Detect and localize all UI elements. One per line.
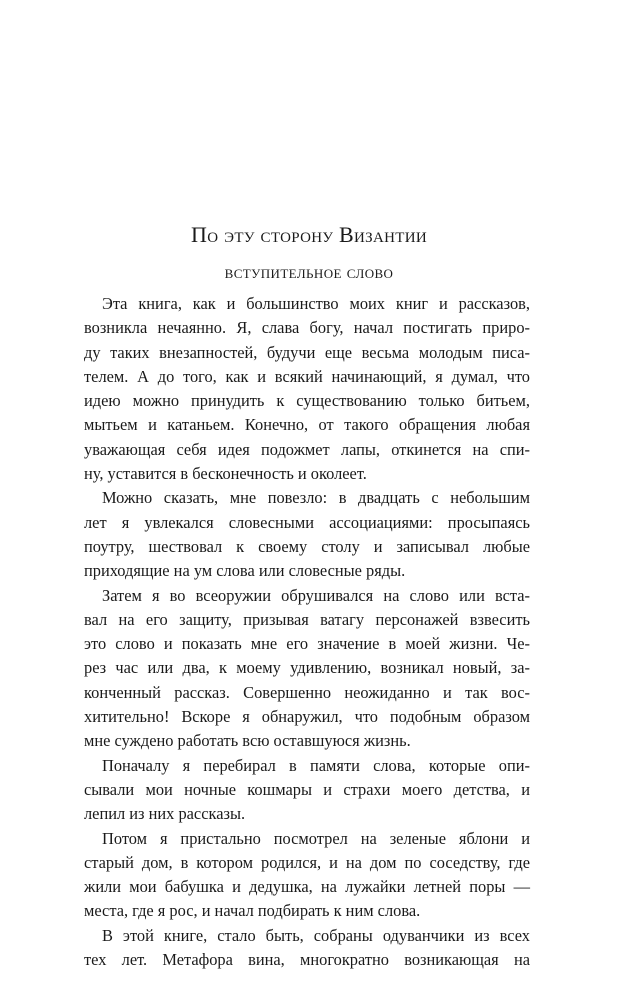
text-line: хитительно! Вскоре я обнаружил, что подобным образом bbox=[84, 707, 530, 727]
text-line: мытьем и катаньем. Конечно, от такого обращения любая bbox=[84, 415, 530, 435]
text-line: старый дом, в котором родился, и на дом по соседству, где bbox=[84, 852, 530, 872]
chapter-title: По эту сторону Византии bbox=[191, 222, 427, 247]
text-line: лепил из них рассказы. bbox=[84, 804, 246, 824]
text-line: уважающая себя идея подожмет лапы, откинется на спи- bbox=[84, 439, 530, 459]
text-line: идею можно принудить к существованию только битьем, bbox=[84, 391, 530, 411]
text-line: места, где я рос, и начал подбирать к ним слова. bbox=[84, 901, 421, 921]
text-line: В этой книге, стало быть, собраны одуванчики из всех bbox=[102, 925, 530, 945]
text-line: Потом я пристально посмотрел на зеленые яблони и bbox=[102, 828, 530, 848]
text-line: Затем я во всеоружии обрушивался на слово или вста- bbox=[102, 585, 530, 605]
text-line: Можно сказать, мне повезло: в двадцать с небольшим bbox=[102, 488, 530, 508]
paragraph bbox=[84, 486, 530, 583]
body-text bbox=[84, 292, 530, 972]
paragraph bbox=[84, 827, 530, 924]
text-line: Поначалу я перебирал в памяти слова, которые опи- bbox=[102, 755, 530, 775]
text-line: мне суждено работать всю оставшуюся жизнь. bbox=[84, 731, 411, 751]
paragraph bbox=[84, 584, 530, 754]
text-line: жили мои бабушка и дедушка, на лужайки летней поры — bbox=[84, 877, 530, 897]
text-line: рез час или два, к моему удивлению, возникал новый, за- bbox=[84, 658, 530, 678]
paragraph bbox=[84, 924, 530, 973]
paragraph bbox=[84, 292, 530, 486]
text-line: конченный рассказ. Совершенно неожиданно и так вос- bbox=[84, 682, 530, 702]
text-line: ну, уставится в бесконечность и околеет. bbox=[84, 464, 367, 484]
text-line: поутру, шествовал к своему столу и записывал любые bbox=[84, 536, 530, 556]
chapter-subtitle: вступительное слово bbox=[224, 262, 394, 282]
text-line: Эта книга, как и большинство моих книг и рассказов, bbox=[102, 294, 530, 313]
paragraph bbox=[84, 754, 530, 827]
text-line: вал на его защиту, призывая ватагу персонажей взвесить bbox=[84, 609, 530, 629]
text-line: лет я увлекался словесными ассоциациями: просыпаясь bbox=[84, 512, 530, 532]
text-line: ду таких внезапностей, будучи еще весьма молодым писа- bbox=[84, 342, 530, 362]
text-line: тех лет. Метафора вина, многократно возникающая на bbox=[84, 950, 530, 970]
text-line: возникла нечаянно. Я, слава богу, начал постигать приро- bbox=[84, 318, 530, 338]
text-line: приходящие на ум слова или словесные ряды. bbox=[84, 561, 406, 581]
text-line: сывали мои ночные кошмары и страхи моего детства, и bbox=[84, 779, 530, 799]
text-line: это слово и показать мне его значение в моей жизни. Че- bbox=[84, 634, 530, 654]
text-line: телем. А до того, как и всякий начинающий, я думал, что bbox=[84, 366, 530, 386]
